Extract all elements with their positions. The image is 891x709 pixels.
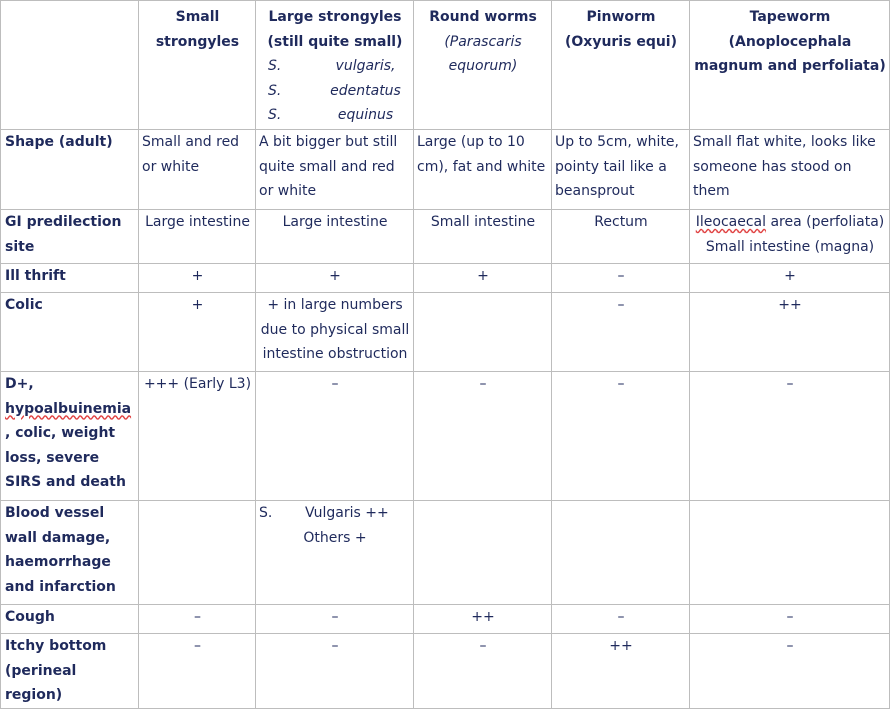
row-label-text: , colic, weight loss, severe SIRS and death: [5, 425, 126, 490]
species-name: vulgaris,: [335, 58, 396, 74]
table-cell: Large intestine: [139, 210, 256, 264]
table-row-ill-thrift: [1, 264, 890, 293]
header-blank-cell: [1, 1, 139, 130]
table-cell: A bit bigger but still quite small and red or white: [256, 130, 414, 210]
table-row-blood-vessel: [1, 501, 890, 605]
row-label-cough: Cough: [1, 605, 139, 634]
row-label-blood-vessel: Blood vessel wall damage, haemorrhage and infarction: [1, 501, 139, 605]
header-tapeworm: Tapeworm (Anoplocephala magnum and perfoliata): [690, 1, 890, 130]
row-label-itchy: Itchy bottom (perineal region): [1, 634, 139, 709]
header-row: [1, 1, 890, 130]
table-row-shape: [1, 130, 890, 210]
species-abbr: S.: [268, 107, 282, 123]
table-row-cough: [1, 605, 890, 634]
table-cell: [414, 501, 552, 605]
species-line: [259, 54, 411, 79]
table-cell: +: [690, 264, 890, 293]
row-label-text: D+,: [5, 376, 34, 392]
header-large-strongyles-title: Large strongyles (still quite small): [267, 9, 403, 50]
species-name: edentatus: [330, 82, 401, 99]
table-row-gi-site: [1, 210, 890, 264]
table-cell: [414, 293, 552, 372]
table-cell: +: [414, 264, 552, 293]
table-cell: –: [552, 264, 690, 293]
table-cell: +: [139, 264, 256, 293]
table-cell: ++: [552, 634, 690, 709]
table-cell: +: [139, 293, 256, 372]
table-cell: Rectum: [552, 210, 690, 264]
table-cell: ++: [414, 605, 552, 634]
cell-text: area (perfoliata): [766, 214, 885, 230]
table-row-itchy: [1, 634, 890, 709]
table-cell: –: [552, 293, 690, 372]
species-abbr: S.: [259, 505, 273, 521]
header-round-worms-title: Round worms: [429, 9, 537, 25]
table-cell: [690, 501, 890, 605]
vulgaris-line: [259, 501, 411, 526]
row-label-diarrhoea: [1, 372, 139, 501]
table-cell: + in large numbers due to physical small intestine obstruction: [256, 293, 414, 372]
species-line: [259, 103, 411, 128]
table-cell: –: [256, 634, 414, 709]
species-abbr: S.: [268, 58, 282, 74]
table-cell: –: [690, 634, 890, 709]
header-small-strongyles: Small strongyles: [139, 1, 256, 130]
row-label-colic: Colic: [1, 293, 139, 372]
table-cell: –: [690, 372, 890, 501]
cell-text: Vulgaris ++: [305, 505, 389, 521]
table-cell: –: [414, 372, 552, 501]
table-cell: Up to 5cm, white, pointy tail like a beansprout: [552, 130, 690, 210]
others-line: Others +: [303, 529, 367, 546]
spellcheck-word: Ileocaecal: [695, 214, 767, 230]
table-cell: Small flat white, looks like someone has stood on them: [690, 130, 890, 210]
table-cell: –: [139, 605, 256, 634]
table-cell: –: [690, 605, 890, 634]
header-pinworm: Pinworm (Oxyuris equi): [552, 1, 690, 130]
row-label-shape: Shape (adult): [1, 130, 139, 210]
table-row-colic: [1, 293, 890, 372]
row-label-ill-thrift: Ill thrift: [1, 264, 139, 293]
table-cell: –: [139, 634, 256, 709]
table-cell: Small and red or white: [139, 130, 256, 210]
table-cell: [256, 501, 414, 605]
species-line: [259, 79, 411, 104]
species-name: equinus: [337, 107, 394, 123]
spellcheck-word: hypoalbuinemia: [5, 400, 132, 417]
species-abbr: S.: [268, 82, 282, 99]
table-row-diarrhoea: [1, 372, 890, 501]
table-cell: –: [552, 372, 690, 501]
table-cell: Small intestine: [414, 210, 552, 264]
table-cell: [552, 501, 690, 605]
cell-text: Small intestine (magna): [705, 238, 875, 255]
table-cell: +: [256, 264, 414, 293]
header-large-strongyles: [256, 1, 414, 130]
table-cell: –: [552, 605, 690, 634]
table-cell: Large (up to 10 cm), fat and white: [414, 130, 552, 210]
table-cell: [139, 501, 256, 605]
header-round-worms-latin: (Parascaris equorum): [444, 33, 522, 74]
table-cell: –: [256, 372, 414, 501]
table-cell: +++ (Early L3): [139, 372, 256, 501]
table-cell: –: [256, 605, 414, 634]
table-cell: –: [414, 634, 552, 709]
table-cell: [690, 210, 890, 264]
header-round-worms: [414, 1, 552, 130]
table-cell: ++: [690, 293, 890, 372]
table-cell: Large intestine: [256, 210, 414, 264]
row-label-gi-site: GI predilection site: [1, 210, 139, 264]
